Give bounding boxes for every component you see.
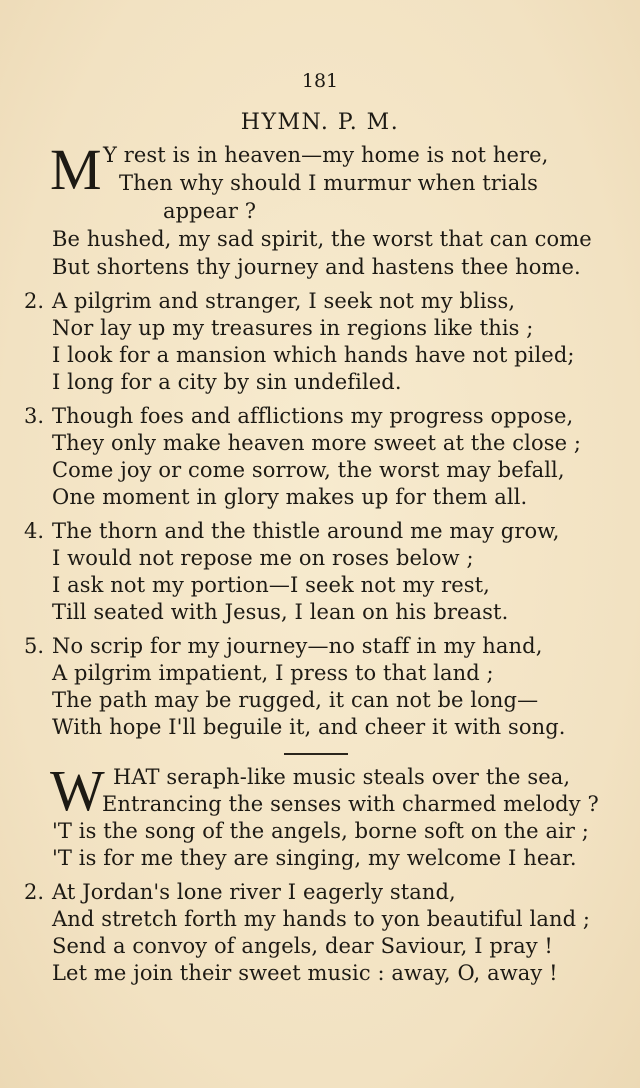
hymn2-stanza-2-line-4: Let me join their sweet music : away, O, away ! bbox=[52, 961, 558, 985]
hymn2-stanza-2-line-3: Send a convoy of angels, dear Saviour, I pray ! bbox=[52, 934, 553, 958]
drop-cap-m: M bbox=[50, 137, 102, 202]
hymn2-stanza-1-line-2: Entrancing the senses with charmed melody ? bbox=[102, 792, 599, 816]
hymn2-stanza-2-line-2: And stretch forth my hands to yon beautiful land ; bbox=[52, 907, 591, 931]
stanza-number-5: 5. bbox=[24, 634, 45, 658]
stanza-3-line-4: One moment in glory makes up for them all. bbox=[52, 485, 528, 509]
stanza-1-line-5: But shortens thy journey and hastens thee home. bbox=[52, 255, 581, 279]
stanza-4-line-2: I would not repose me on roses below ; bbox=[52, 546, 474, 570]
stanza-1-line-1: Y rest is in heaven—my home is not here, bbox=[103, 143, 549, 167]
hymn2-stanza-2-line-1: At Jordan's lone river I eagerly stand, bbox=[52, 880, 456, 904]
stanza-2-line-4: I long for a city by sin undefiled. bbox=[52, 370, 402, 394]
stanza-4-line-3: I ask not my portion—I seek not my rest, bbox=[52, 573, 490, 597]
stanza-2-line-1: A pilgrim and stranger, I seek not my bliss, bbox=[52, 289, 516, 313]
stanza-4-line-4: Till seated with Jesus, I lean on his breast. bbox=[52, 600, 509, 624]
stanza-1-line-4: Be hushed, my sad spirit, the worst that can come bbox=[52, 227, 592, 251]
stanza-5-line-4: With hope I'll beguile it, and cheer it with song. bbox=[52, 715, 566, 739]
hymn-title: HYMN. P. M. bbox=[240, 110, 400, 135]
stanza-5-line-3: The path may be rugged, it can not be long— bbox=[52, 688, 539, 712]
stanza-2-line-3: I look for a mansion which hands have not piled; bbox=[52, 343, 575, 367]
stanza-3-line-2: They only make heaven more sweet at the close ; bbox=[52, 431, 582, 455]
stanza-5-line-2: A pilgrim impatient, I press to that land ; bbox=[52, 661, 494, 685]
hymn2-stanza-number-2: 2. bbox=[24, 880, 45, 904]
hymn2-stanza-1-line-1: HAT seraph-like music steals over the sea, bbox=[113, 765, 571, 789]
stanza-4-line-1: The thorn and the thistle around me may grow, bbox=[52, 519, 560, 543]
stanza-number-2: 2. bbox=[24, 289, 45, 313]
stanza-number-3: 3. bbox=[24, 404, 45, 428]
stanza-number-4: 4. bbox=[24, 519, 45, 543]
stanza-3-line-3: Come joy or come sorrow, the worst may befall, bbox=[52, 458, 565, 482]
stanza-5-line-1: No scrip for my journey—no staff in my hand, bbox=[52, 634, 543, 658]
hymn2-stanza-1-line-4: 'T is for me they are singing, my welcome I hear. bbox=[52, 846, 577, 870]
drop-cap-w: W bbox=[50, 758, 105, 823]
stanza-3-line-1: Though foes and afflictions my progress oppose, bbox=[52, 404, 574, 428]
section-divider bbox=[284, 753, 348, 755]
stanza-2-line-2: Nor lay up my treasures in regions like this ; bbox=[52, 316, 534, 340]
stanza-1-line-3: appear ? bbox=[163, 199, 257, 223]
page-number: 181 bbox=[301, 70, 339, 92]
hymn2-stanza-1-line-3: 'T is the song of the angels, borne soft on the air ; bbox=[52, 819, 589, 843]
stanza-1-line-2: Then why should I murmur when trials bbox=[119, 171, 539, 195]
